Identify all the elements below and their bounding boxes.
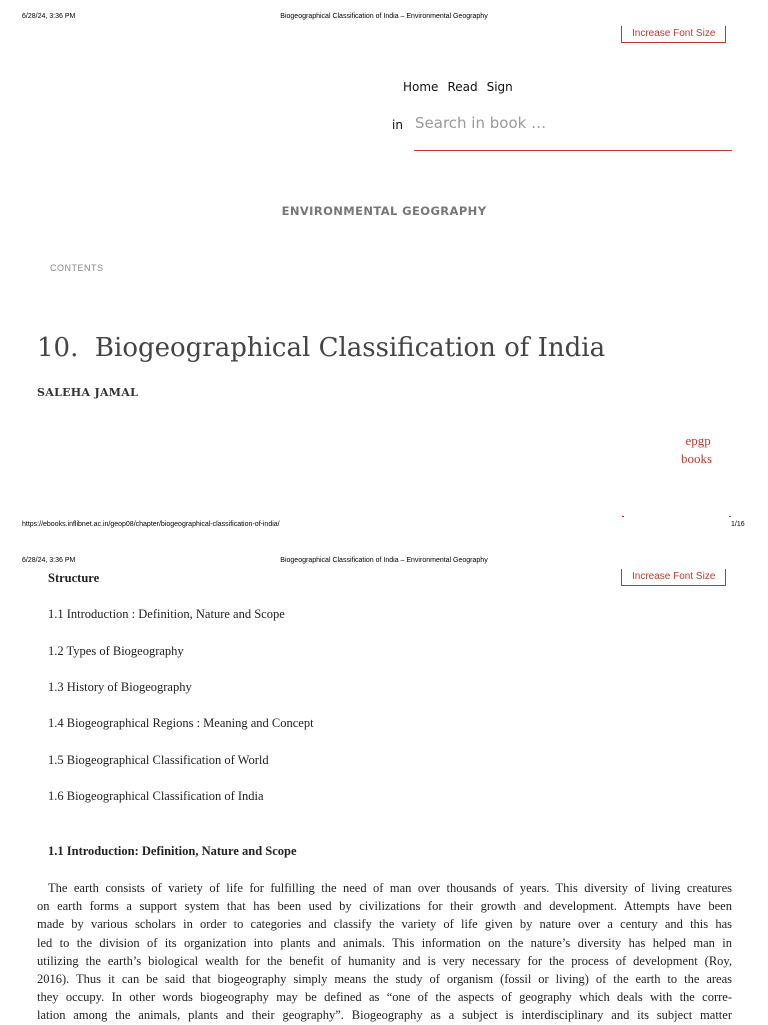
increase-font-size-button[interactable]: Increase Font Size: [621, 26, 726, 43]
toc-item: 1.5 Biogeographical Classification of World: [48, 753, 269, 767]
toc-item: 1.4 Biogeographical Regions : Meaning and Concept: [48, 716, 314, 730]
link-fragment: [622, 516, 624, 517]
paragraph-line: led to the division of its organization into plants and animals. This information on the nature’s diversity has helped man in: [37, 935, 732, 950]
search-underline: [414, 150, 732, 151]
chapter-number: 10.: [37, 333, 79, 363]
nav-read-link[interactable]: Read: [447, 80, 478, 94]
main-nav: [403, 78, 522, 96]
paragraph-line: on earth forms a support system that has been used by civilizations for their growth and development. Attempts have been: [37, 899, 732, 914]
chapter-author: SALEHA JAMAL: [37, 386, 139, 399]
print-doc-title: Biogeographical Classification of India – Environmental Geography: [280, 13, 488, 20]
print-doc-title-2: Biogeographical Classification of India – Environmental Geography: [280, 557, 488, 564]
toc-item: 1.3 History of Biogeography: [48, 680, 192, 694]
paragraph-line: they occupy. In other words biogeography may be defined as “one of the aspects of geography which deals with the corre-: [37, 990, 732, 1005]
print-footer-url: https://ebooks.inflibnet.ac.in/geop08/chapter/biogeographical-classification-of-india/: [22, 521, 280, 528]
section-heading: 1.1 Introduction: Definition, Nature and Scope: [48, 844, 297, 858]
intro-paragraph: [37, 879, 732, 1025]
print-page-number: 1/16: [731, 521, 745, 528]
print-datetime-2: 6/28/24, 3:36 PM: [22, 557, 76, 564]
book-title[interactable]: ENVIRONMENTAL GEOGRAPHY: [281, 204, 487, 218]
search-input[interactable]: Search in book …: [415, 114, 547, 132]
chapter-heading: [37, 333, 605, 363]
paragraph-line: 2016). Thus it can be said that biogeography simply means the study of organism (fossil or living) of the earth to the areas: [37, 972, 732, 987]
chapter-title: Biogeographical Classification of India: [94, 333, 606, 363]
epgp-books-logo: [681, 432, 741, 468]
structure-heading: Structure: [48, 571, 100, 585]
print-datetime: 6/28/24, 3:36 PM: [22, 13, 76, 20]
link-fragment-2: [729, 516, 731, 517]
paragraph-line: lation among the animals, plants and their geography”. Biogeography as a subject is interdisciplinary and its subject matter: [37, 1008, 732, 1023]
increase-font-size-button-2[interactable]: Increase Font Size: [621, 569, 726, 586]
nav-sign-in-link[interactable]: Sign: [486, 80, 513, 94]
logo-alt-text: epgp books: [681, 433, 713, 466]
paragraph-line: made by various scholars in order to categories and classify the variety of life given by nature over a century and this has: [37, 917, 732, 932]
toc-item: 1.2 Types of Biogeography: [48, 644, 184, 658]
paragraph-line: utilizing the earth’s biological wealth for the benefit of humanity and is very necessary for the process of development (Roy,: [37, 953, 732, 968]
paragraph-line: The earth consists of variety of life for fulfilling the need of man over thousands of years. This diversity of living creatures: [48, 881, 732, 895]
nav-sign-in-link-wrap[interactable]: in: [392, 118, 403, 132]
toc-item: 1.1 Introduction : Definition, Nature and Scope: [48, 607, 285, 621]
toc-item: 1.6 Biogeographical Classification of India: [48, 789, 264, 803]
nav-home-link[interactable]: Home: [403, 80, 439, 94]
contents-toggle[interactable]: CONTENTS: [50, 263, 104, 273]
